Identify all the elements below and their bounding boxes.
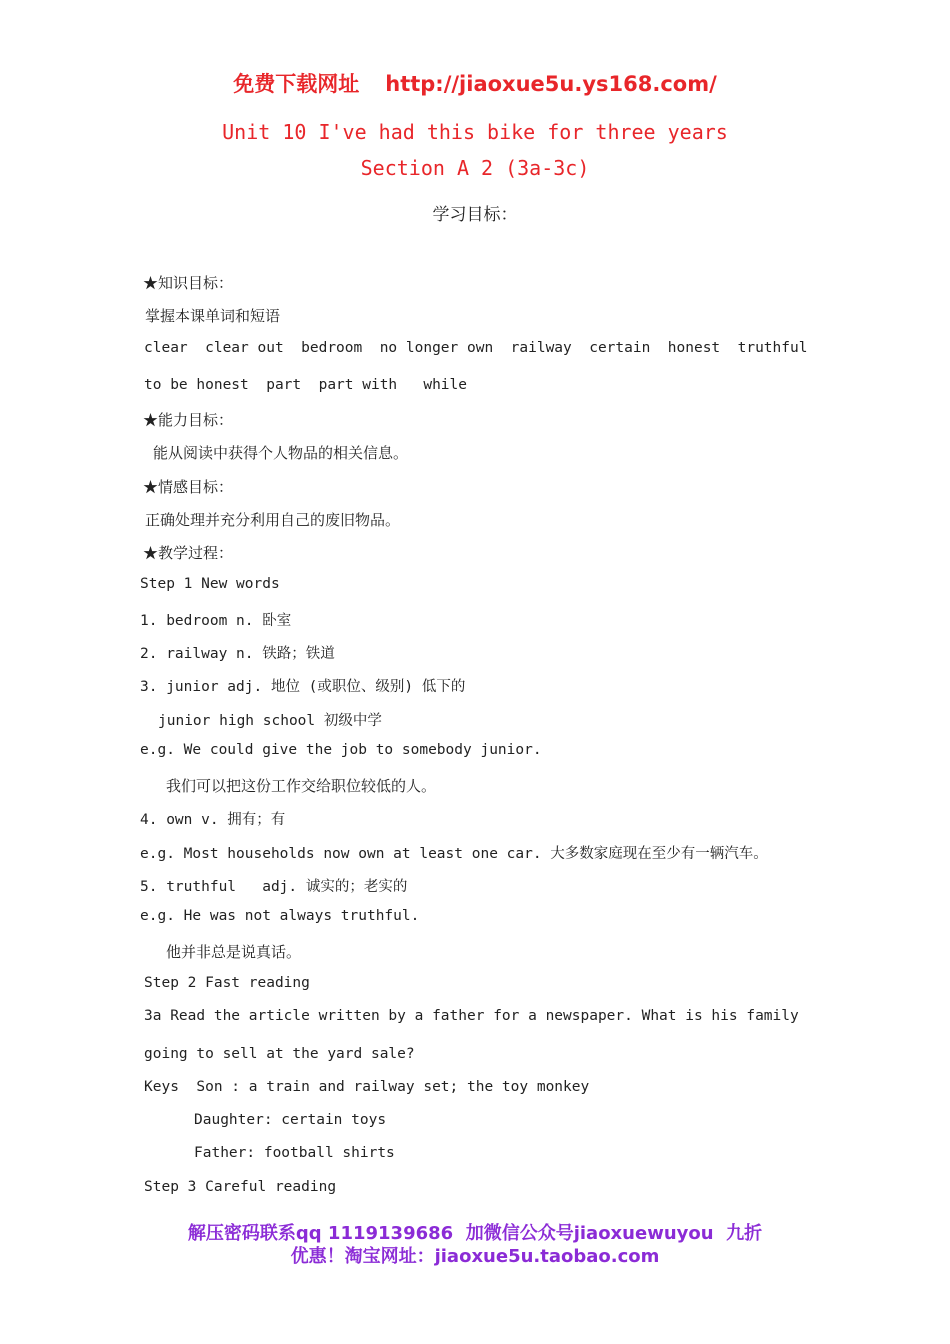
step2-heading: Step 2 Fast reading [144, 975, 310, 991]
section-title: Section A 2 (3a-3c) [360, 156, 590, 180]
word-item-3-translation: 我们可以把这份工作交给职位较低的人。 [166, 777, 437, 795]
word-item-2: 2. railway n. 铁路；铁道 [140, 646, 335, 662]
word-item-4-example: e.g. Most households now own at least one car. 大多数家庭现在至少有一辆汽车。 [140, 846, 768, 862]
keys-line-3: Father: football shirts [194, 1145, 395, 1161]
process-heading: ★教学过程： [143, 544, 234, 562]
keys-line-1: Keys Son : a train and railway set; the toy monkey [144, 1079, 590, 1095]
word-item-3-example: e.g. We could give the job to somebody junior. [140, 742, 542, 758]
knowledge-heading: ★知识目标： [143, 274, 234, 292]
keys-line-2: Daughter: certain toys [194, 1112, 387, 1128]
emotion-text: 正确处理并充分利用自己的废旧物品。 [145, 511, 401, 529]
knowledge-intro: 掌握本课单词和短语 [145, 307, 281, 325]
emotion-heading: ★情感目标： [143, 478, 234, 496]
word-item-3-phrase: junior high school 初级中学 [158, 713, 382, 729]
word-item-5-example: e.g. He was not always truthful. [140, 908, 420, 924]
learning-objectives-heading: 学习目标： [432, 205, 518, 225]
footer-line-1: 解压密码联系qq 1119139686 加微信公众号jiaoxuewuyou 九折 [187, 1223, 763, 1244]
question-line-2: going to sell at the yard sale? [144, 1046, 415, 1062]
word-item-5: 5. truthful adj. 诚实的；老实的 [140, 879, 408, 895]
question-line-1: 3a Read the article written by a father for a newspaper. What is his family [144, 1008, 799, 1024]
vocab-line-1: clear clear out bedroom no longer own railway certain honest truthful [144, 340, 808, 356]
download-url-link[interactable]: http://jiaoxue5u.ys168.com/ [385, 72, 717, 96]
unit-title: Unit 10 I've had this bike for three years [222, 120, 728, 144]
download-header [0, 68, 950, 98]
word-item-3: 3. junior adj. 地位 (或职位、级别) 低下的 [140, 679, 466, 695]
vocab-line-2: to be honest part part with while [144, 377, 468, 393]
step1-heading: Step 1 New words [140, 576, 280, 592]
word-item-4: 4. own v. 拥有；有 [140, 812, 286, 828]
ability-text: 能从阅读中获得个人物品的相关信息。 [153, 444, 409, 462]
ability-heading: ★能力目标： [143, 411, 234, 429]
word-item-1: 1. bedroom n. 卧室 [140, 613, 292, 629]
download-label: 免费下载网址 [233, 72, 360, 96]
word-item-5-translation: 他并非总是说真话。 [166, 943, 302, 961]
footer-line-2: 优惠！淘宝网址：jiaoxue5u.taobao.com [290, 1246, 660, 1267]
step3-heading: Step 3 Careful reading [144, 1179, 337, 1195]
